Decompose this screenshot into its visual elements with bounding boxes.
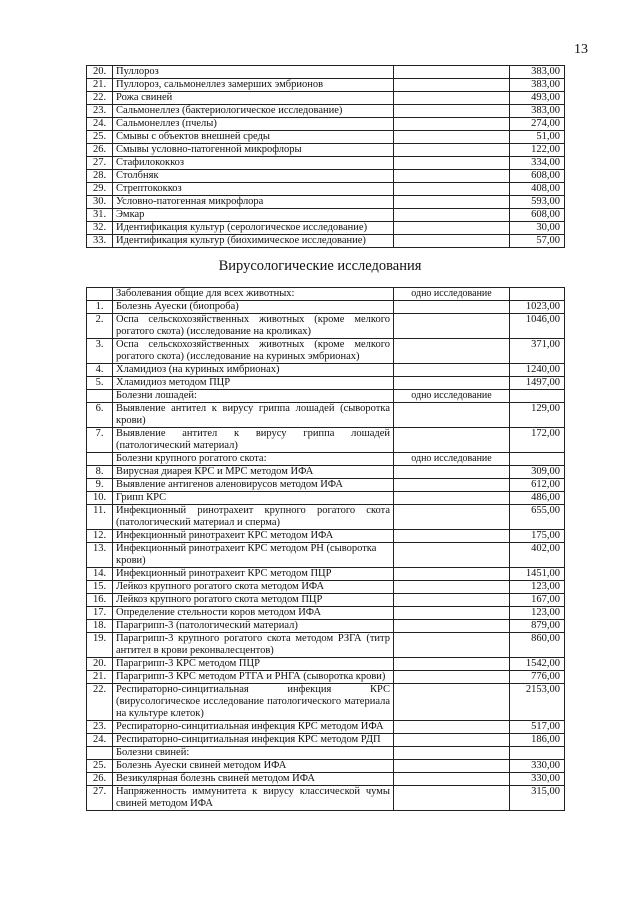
row-number: 31. [87, 209, 113, 222]
row-number: 27. [87, 786, 113, 811]
row-name: Стрептококкоз [113, 183, 394, 196]
row-name: Хламидиоз (на куриных имбрионах) [113, 364, 394, 377]
row-number: 18. [87, 620, 113, 633]
row-unit [394, 479, 510, 492]
row-number: 20. [87, 66, 113, 79]
row-number: 29. [87, 183, 113, 196]
row-number: 20. [87, 658, 113, 671]
table-row [87, 403, 565, 428]
price-table-virology [86, 287, 565, 811]
row-unit [394, 658, 510, 671]
row-unit [394, 786, 510, 811]
row-name: Условно-патогенная микрофлора [113, 196, 394, 209]
table-row [87, 144, 565, 157]
empty-cell [394, 144, 510, 157]
row-price: 2153,00 [510, 684, 565, 721]
row-number: 21. [87, 79, 113, 92]
empty-cell [394, 157, 510, 170]
row-unit [394, 505, 510, 530]
row-price: 186,00 [510, 734, 565, 747]
table-row [87, 633, 565, 658]
table-row [87, 734, 565, 747]
row-price: 330,00 [510, 773, 565, 786]
row-price: 123,00 [510, 607, 565, 620]
table-row [87, 671, 565, 684]
table-row [87, 105, 565, 118]
row-price: 493,00 [510, 92, 565, 105]
row-name: Смывы с объектов внешней среды [113, 131, 394, 144]
row-number [87, 747, 113, 760]
row-number: 27. [87, 157, 113, 170]
table-row [87, 92, 565, 105]
row-name: Респираторно-синцитиальная инфекция КРС (вирусологическое исследование патологического материала на культуре клеток) [113, 684, 394, 721]
row-number: 13. [87, 543, 113, 568]
empty-cell [394, 131, 510, 144]
row-number: 28. [87, 170, 113, 183]
row-name: Респираторно-синцитиальная инфекция КРС методом ИФА [113, 721, 394, 734]
row-unit [394, 428, 510, 453]
row-price: 402,00 [510, 543, 565, 568]
row-price: 860,00 [510, 633, 565, 658]
row-price: 608,00 [510, 209, 565, 222]
category-heading: Заболевания общие для всех животных: [113, 288, 394, 301]
table-row [87, 543, 565, 568]
row-name: Столбняк [113, 170, 394, 183]
row-price: 57,00 [510, 235, 565, 248]
row-name: Выявление антигенов аленовирусов методом ИФА [113, 479, 394, 492]
category-row [87, 390, 565, 403]
row-number: 26. [87, 144, 113, 157]
row-number: 16. [87, 594, 113, 607]
row-price: 123,00 [510, 581, 565, 594]
row-name: Инфекционный ринотрахеит КРС методом РН (сыворотка крови) [113, 543, 394, 568]
table-row [87, 79, 565, 92]
row-unit [394, 568, 510, 581]
row-name: Эмкар [113, 209, 394, 222]
table-row [87, 131, 565, 144]
row-name: Выявление антител к вирусу гриппа лошадей (сыворотка крови) [113, 403, 394, 428]
empty-cell [394, 196, 510, 209]
row-name: Сальмонеллез (бактериологическое исследование) [113, 105, 394, 118]
row-unit [394, 734, 510, 747]
row-unit [394, 543, 510, 568]
row-number: 21. [87, 671, 113, 684]
row-price: 371,00 [510, 339, 565, 364]
row-unit [394, 530, 510, 543]
row-name: Оспа сельскохозяйственных животных (кроме мелкого рогатого скота) (исследование на кроликах) [113, 314, 394, 339]
row-price: 274,00 [510, 118, 565, 131]
empty-cell [394, 222, 510, 235]
row-unit [394, 466, 510, 479]
table-row [87, 428, 565, 453]
row-price: 167,00 [510, 594, 565, 607]
row-name: Вирусная диарея КРС и МРС методом ИФА [113, 466, 394, 479]
row-price: 486,00 [510, 492, 565, 505]
row-price: 172,00 [510, 428, 565, 453]
row-number: 30. [87, 196, 113, 209]
row-price: 1497,00 [510, 377, 565, 390]
row-unit [394, 671, 510, 684]
row-number: 11. [87, 505, 113, 530]
table-row [87, 607, 565, 620]
table-row [87, 658, 565, 671]
row-number: 22. [87, 92, 113, 105]
row-number: 22. [87, 684, 113, 721]
row-name: Рожа свиней [113, 92, 394, 105]
row-unit [394, 633, 510, 658]
row-name: Болезнь Ауески (биопроба) [113, 301, 394, 314]
row-price: 776,00 [510, 671, 565, 684]
table-row [87, 721, 565, 734]
table-row [87, 66, 565, 79]
row-name: Определение стельности коров методом ИФА [113, 607, 394, 620]
row-name: Напряженность иммунитета к вирусу классической чумы свиней методом ИФА [113, 786, 394, 811]
row-name: Хламидиоз методом ПЦР [113, 377, 394, 390]
row-number: 15. [87, 581, 113, 594]
row-number [87, 390, 113, 403]
row-unit [394, 403, 510, 428]
row-price: 129,00 [510, 403, 565, 428]
table-row [87, 222, 565, 235]
table-row [87, 314, 565, 339]
empty-cell [394, 79, 510, 92]
row-unit [394, 747, 510, 760]
table-row [87, 377, 565, 390]
table-row [87, 479, 565, 492]
row-number: 4. [87, 364, 113, 377]
table-row [87, 157, 565, 170]
row-number: 14. [87, 568, 113, 581]
row-unit [394, 581, 510, 594]
row-unit [394, 314, 510, 339]
row-unit [394, 684, 510, 721]
row-price: 383,00 [510, 105, 565, 118]
section-title: Вирусологические исследования [218, 258, 422, 274]
row-unit: одно исследование [394, 288, 510, 301]
row-number: 9. [87, 479, 113, 492]
row-price [510, 288, 565, 301]
table-row [87, 620, 565, 633]
table-row [87, 773, 565, 786]
row-name: Сальмонеллез (пчелы) [113, 118, 394, 131]
row-name: Лейкоз крупного рогатого скота методом ИФА [113, 581, 394, 594]
row-unit [394, 594, 510, 607]
table-row [87, 568, 565, 581]
row-price: 51,00 [510, 131, 565, 144]
row-price: 1240,00 [510, 364, 565, 377]
table-row [87, 684, 565, 721]
row-number: 26. [87, 773, 113, 786]
row-number: 17. [87, 607, 113, 620]
table-row [87, 466, 565, 479]
row-price: 612,00 [510, 479, 565, 492]
category-row [87, 288, 565, 301]
empty-cell [394, 209, 510, 222]
category-row [87, 747, 565, 760]
row-name: Инфекционный ринотрахеит крупного рогатого скота (патологический материал и сперма) [113, 505, 394, 530]
price-table-bacteriology [86, 65, 565, 248]
row-unit [394, 364, 510, 377]
row-name: Респираторно-синцитиальная инфекция КРС методом РДП [113, 734, 394, 747]
table-row [87, 505, 565, 530]
category-heading: Болезни свиней: [113, 747, 394, 760]
empty-cell [394, 92, 510, 105]
row-unit [394, 301, 510, 314]
row-number: 5. [87, 377, 113, 390]
row-price: 175,00 [510, 530, 565, 543]
row-name: Стафилококкоз [113, 157, 394, 170]
row-price: 593,00 [510, 196, 565, 209]
category-heading: Болезни лошадей: [113, 390, 394, 403]
row-unit [394, 721, 510, 734]
row-price: 30,00 [510, 222, 565, 235]
category-heading: Болезни крупного рогатого скота: [113, 453, 394, 466]
page-number: 13 [574, 42, 588, 57]
row-number: 3. [87, 339, 113, 364]
row-unit [394, 607, 510, 620]
row-unit [394, 377, 510, 390]
table-row [87, 760, 565, 773]
row-name: Везикулярная болезнь свиней методом ИФА [113, 773, 394, 786]
row-price: 408,00 [510, 183, 565, 196]
empty-cell [394, 235, 510, 248]
row-number: 24. [87, 118, 113, 131]
row-price: 383,00 [510, 79, 565, 92]
row-unit [394, 492, 510, 505]
row-price: 334,00 [510, 157, 565, 170]
empty-cell [394, 170, 510, 183]
row-number: 1. [87, 301, 113, 314]
row-unit [394, 339, 510, 364]
row-number: 23. [87, 721, 113, 734]
row-number: 24. [87, 734, 113, 747]
empty-cell [394, 118, 510, 131]
row-name: Грипп КРС [113, 492, 394, 505]
row-number: 7. [87, 428, 113, 453]
row-number: 12. [87, 530, 113, 543]
table-row [87, 786, 565, 811]
row-price: 655,00 [510, 505, 565, 530]
row-name: Парагрипп-3 КРС методом РТГА и РНГА (сыворотка крови) [113, 671, 394, 684]
row-price: 122,00 [510, 144, 565, 157]
row-name: Инфекционный ринотрахеит КРС методом ПЦР [113, 568, 394, 581]
row-price [510, 747, 565, 760]
empty-cell [394, 183, 510, 196]
category-row [87, 453, 565, 466]
row-number: 32. [87, 222, 113, 235]
row-price: 1023,00 [510, 301, 565, 314]
row-number: 2. [87, 314, 113, 339]
row-price: 383,00 [510, 66, 565, 79]
row-name: Лейкоз крупного рогатого скота методом ПЦР [113, 594, 394, 607]
row-number: 10. [87, 492, 113, 505]
row-name: Пуллороз, сальмонеллез замерших эмбрионов [113, 79, 394, 92]
table-row [87, 301, 565, 314]
row-number: 23. [87, 105, 113, 118]
row-number: 25. [87, 760, 113, 773]
row-number [87, 453, 113, 466]
table-row [87, 530, 565, 543]
row-name: Смывы условно-патогенной микрофлоры [113, 144, 394, 157]
row-name: Пуллороз [113, 66, 394, 79]
row-name: Парагрипп-3 крупного рогатого скота методом РЗГА (титр антител в крови реконвалесцентов) [113, 633, 394, 658]
row-price: 1451,00 [510, 568, 565, 581]
table-row [87, 118, 565, 131]
row-price: 608,00 [510, 170, 565, 183]
row-price: 879,00 [510, 620, 565, 633]
table-row [87, 364, 565, 377]
table-row [87, 594, 565, 607]
row-number: 6. [87, 403, 113, 428]
row-price: 1046,00 [510, 314, 565, 339]
row-price: 309,00 [510, 466, 565, 479]
row-name: Парагрипп-3 КРС методом ПЦР [113, 658, 394, 671]
row-name: Выявление антител к вирусу гриппа лошадей (патологический материал) [113, 428, 394, 453]
row-name: Оспа сельскохозяйственных животных (кроме мелкого рогатого скота) (исследование на куриных эмбрионах) [113, 339, 394, 364]
empty-cell [394, 105, 510, 118]
row-price: 1542,00 [510, 658, 565, 671]
row-price: 517,00 [510, 721, 565, 734]
table-row [87, 581, 565, 594]
row-name: Болезнь Ауески свиней методом ИФА [113, 760, 394, 773]
row-number [87, 288, 113, 301]
row-price: 330,00 [510, 760, 565, 773]
row-number: 25. [87, 131, 113, 144]
row-price [510, 390, 565, 403]
row-number: 8. [87, 466, 113, 479]
row-name: Идентификация культур (биохимическое исследование) [113, 235, 394, 248]
table-row [87, 235, 565, 248]
row-price [510, 453, 565, 466]
row-unit: одно исследование [394, 390, 510, 403]
table-row [87, 170, 565, 183]
row-number: 19. [87, 633, 113, 658]
row-number: 33. [87, 235, 113, 248]
table-row [87, 183, 565, 196]
table-row [87, 339, 565, 364]
table-row [87, 209, 565, 222]
table-row [87, 196, 565, 209]
table-row [87, 492, 565, 505]
row-name: Парагрипп-3 (патологический материал) [113, 620, 394, 633]
row-unit [394, 773, 510, 786]
row-unit [394, 620, 510, 633]
row-name: Инфекционный ринотрахеит КРС методом ИФА [113, 530, 394, 543]
row-unit: одно исследование [394, 453, 510, 466]
empty-cell [394, 66, 510, 79]
row-price: 315,00 [510, 786, 565, 811]
row-name: Идентификация культур (серологическое исследование) [113, 222, 394, 235]
row-unit [394, 760, 510, 773]
